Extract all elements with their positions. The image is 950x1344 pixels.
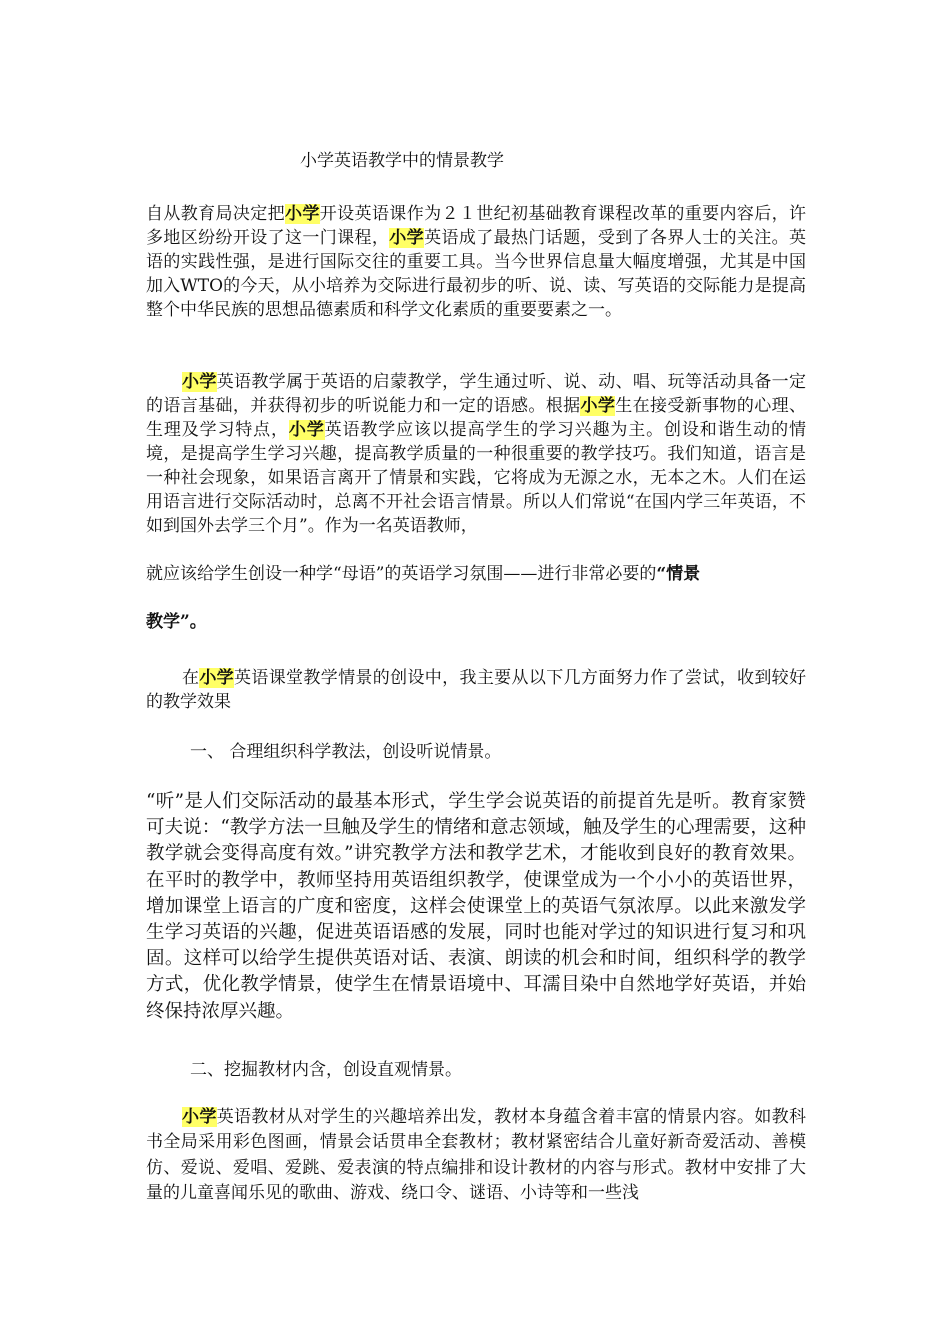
highlighted-term: 小学 [285,204,320,224]
paragraph-text: 英语成了最热门话题，受到了各界人士的关注。英语的实践性强，是进行国际交往的重要工具。当今世界信息量大幅度增强，尤其是中国加入WTO的今天，从小培养为交际进行最初步的听、说、读、写英语的交际能力是提高整个中华民族的思想品德素质和科学文化素质的重要要素之一。 [146,228,807,320]
highlighted-term: 小学 [182,372,217,392]
highlighted-term: 小学 [182,1107,217,1127]
paragraph-intro [146,202,806,322]
paragraph-text: 就应该给学生创设一种学“母语”的英语学习氛围——进行非常必要的 [146,564,657,584]
paragraph-enlightenment-continued [146,562,806,586]
section-heading-2: 二、挖掘教材内含，创设直观情景。 [190,1060,462,1080]
paragraph-text: 自从教育局决定把 [146,204,286,224]
paragraph-text: 生在接受新事物的心理、生理及学习特点， [146,396,807,440]
paragraph-text: 英语课堂教学情景的创设中，我主要从以下几方面努力作了尝试，收到较好的教学效果 [146,668,807,712]
section-heading-1: 一、 合理组织科学教法，创设听说情景。 [190,742,502,762]
document-title: 小学英语教学中的情景教学 [300,151,504,171]
paragraph-enlightenment-end: 教学”。 [146,612,207,632]
highlighted-term: 小学 [199,668,235,688]
paragraph-listening: “听”是人们交际活动的最基本形式，学生学会说英语的前提首先是听。教育家赞可夫说：“教学方法一旦触及学生的情绪和意志领域，触及学生的心理需要，这种教学就会变得高度有效。”讲究教学方法和教学艺术，才能收到良好的教育效果。在平时的教学中，教师坚持用英语组织教学，使课堂成为一个小小的英语世界，增加课堂上语言的广度和密度，这样会使课堂上的英语气氛浓厚。以此来激发学生学习英语的兴趣，促进英语语感的发展，同时也能对学过的知识进行复习和巩固。这样可以给学生提供英语对话、表演、朗读的机会和时间，组织科学的教学方式，优化教学情景，使学生在情景语境中、耳濡目染中自然地学好英语，并始终保持浓厚兴趣。 [146,791,806,1022]
paragraph-text: 英语教学属于英语的启蒙教学，学生通过听、说、动、唱、玩等活动具备一定的语言基础，并获得初步的听说能力和一定的语感。根据 [146,372,807,416]
highlighted-term: 小学 [288,420,325,440]
paragraph-text: 在 [182,668,200,688]
emphasis-text: “情景 [656,564,701,584]
highlighted-term: 小学 [389,228,425,248]
highlighted-term: 小学 [580,396,616,416]
paragraph-text: 开设英语课作为２１世纪初基础教育课程改革的重要内容后，许多地区纷纷开设了这一门课程， [146,204,807,248]
paragraph-enlightenment [146,370,806,538]
paragraph-text: 英语教学应该以提高学生的学习兴趣为主。创设和谐生动的情境，是提高学生学习兴趣，提高教学质量的一种很重要的教学技巧。我们知道，语言是一种社会现象，如果语言离开了情景和实践，它将成为无源之水，无本之木。人们在运用语言进行交际活动时，总离不开社会语言情景。所以人们常说“在国内学三年英语，不如到国外去学三个月”。作为一名英语教师， [146,420,807,536]
paragraph-attempts [146,666,806,714]
paragraph-text: 英语教材从对学生的兴趣培养出发，教材本身蕴含着丰富的情景内容。如教科书全局采用彩色图画，情景会话贯串全套教材；教材紧密结合儿童好新奇爱活动、善模仿、爱说、爱唱、爱跳、爱表演的特点编排和设计教材的内容与形式。教材中安排了大量的儿童喜闻乐见的歌曲、游戏、绕口令、谜语、小诗等和一些浅 [146,1107,807,1203]
paragraph-textbook [146,1105,806,1206]
